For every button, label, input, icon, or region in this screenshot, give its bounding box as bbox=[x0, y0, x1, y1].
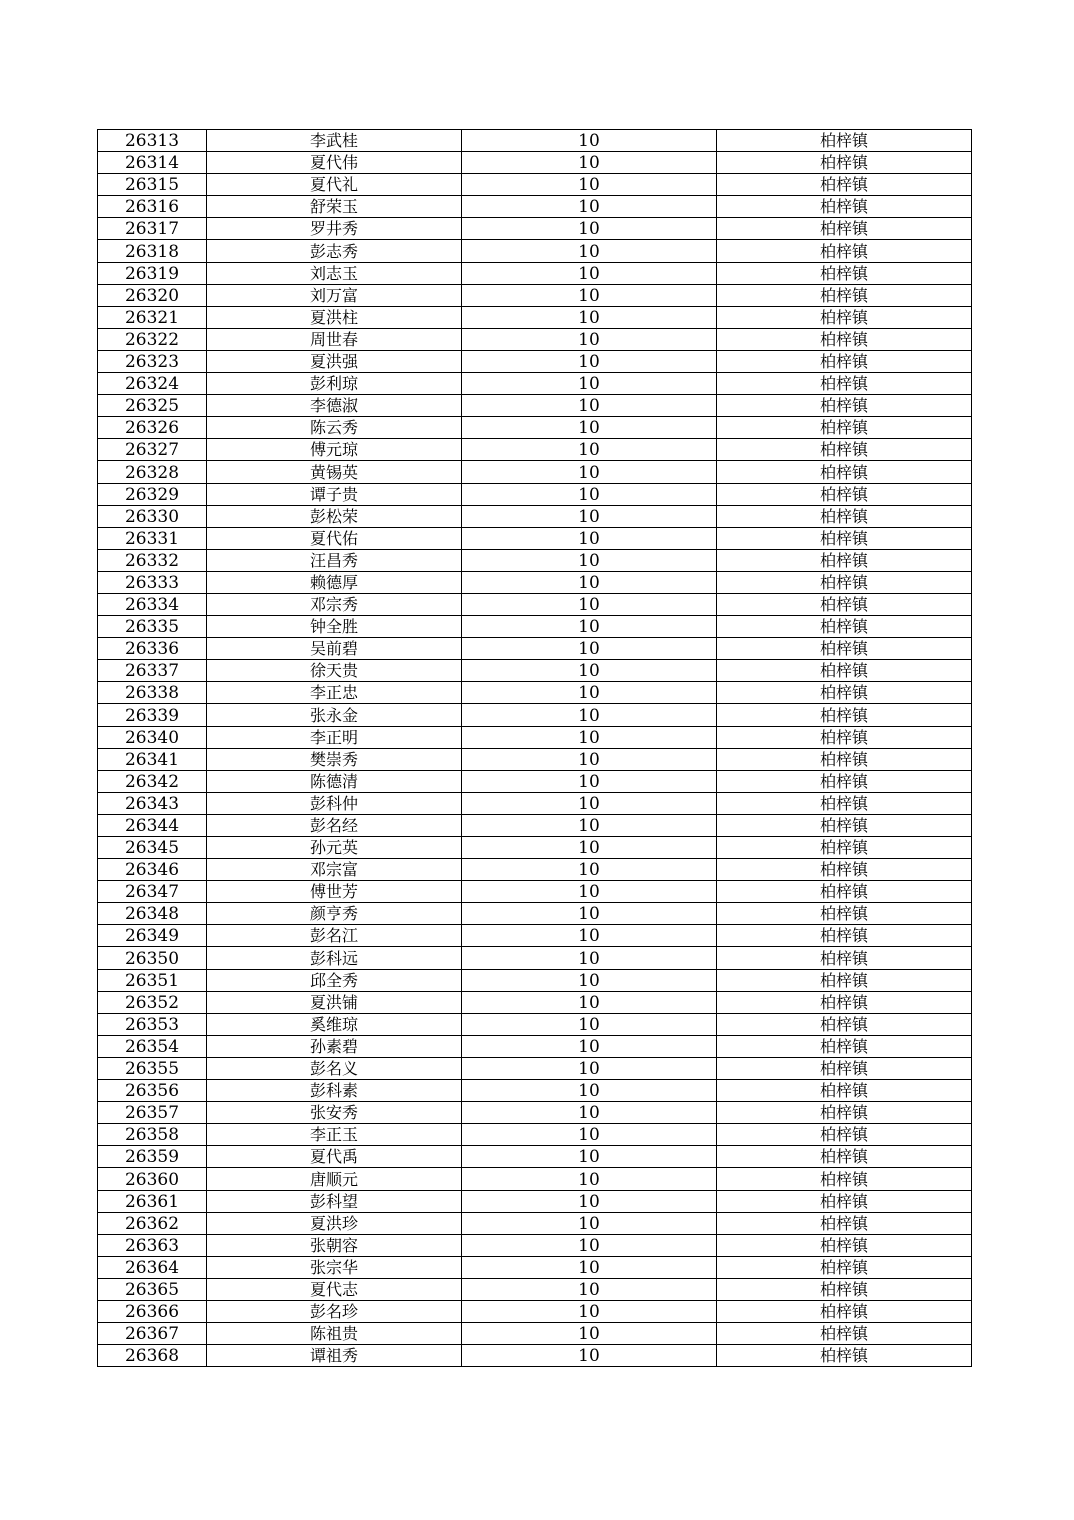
town-cell: 柏梓镇 bbox=[717, 306, 972, 328]
amount-cell: 10 bbox=[462, 1256, 717, 1278]
table-row bbox=[98, 925, 972, 947]
town-cell: 柏梓镇 bbox=[717, 947, 972, 969]
name-cell: 彭名义 bbox=[207, 1057, 462, 1079]
amount-cell: 10 bbox=[462, 1323, 717, 1345]
town-cell: 柏梓镇 bbox=[717, 196, 972, 218]
name-cell: 夏代礼 bbox=[207, 174, 462, 196]
amount-cell: 10 bbox=[462, 218, 717, 240]
table-row bbox=[98, 284, 972, 306]
table-row bbox=[98, 130, 972, 152]
row-number-cell: 26330 bbox=[98, 505, 207, 527]
row-number-cell: 26348 bbox=[98, 903, 207, 925]
table-row bbox=[98, 947, 972, 969]
name-cell: 陈德清 bbox=[207, 770, 462, 792]
table-row bbox=[98, 174, 972, 196]
amount-cell: 10 bbox=[462, 505, 717, 527]
name-cell: 陈云秀 bbox=[207, 417, 462, 439]
table-row bbox=[98, 682, 972, 704]
row-number-cell: 26358 bbox=[98, 1124, 207, 1146]
row-number-cell: 26353 bbox=[98, 1013, 207, 1035]
name-cell: 颜亨秀 bbox=[207, 903, 462, 925]
row-number-cell: 26320 bbox=[98, 284, 207, 306]
table-row bbox=[98, 881, 972, 903]
amount-cell: 10 bbox=[462, 1102, 717, 1124]
table-row bbox=[98, 461, 972, 483]
table-row bbox=[98, 262, 972, 284]
amount-cell: 10 bbox=[462, 1035, 717, 1057]
town-cell: 柏梓镇 bbox=[717, 991, 972, 1013]
table-row bbox=[98, 1013, 972, 1035]
town-cell: 柏梓镇 bbox=[717, 1212, 972, 1234]
amount-cell: 10 bbox=[462, 814, 717, 836]
amount-cell: 10 bbox=[462, 925, 717, 947]
amount-cell: 10 bbox=[462, 660, 717, 682]
row-number-cell: 26315 bbox=[98, 174, 207, 196]
row-number-cell: 26342 bbox=[98, 770, 207, 792]
row-number-cell: 26365 bbox=[98, 1278, 207, 1300]
amount-cell: 10 bbox=[462, 1234, 717, 1256]
name-cell: 彭科素 bbox=[207, 1080, 462, 1102]
name-cell: 傅世芳 bbox=[207, 881, 462, 903]
town-cell: 柏梓镇 bbox=[717, 1080, 972, 1102]
amount-cell: 10 bbox=[462, 881, 717, 903]
row-number-cell: 26349 bbox=[98, 925, 207, 947]
town-cell: 柏梓镇 bbox=[717, 152, 972, 174]
town-cell: 柏梓镇 bbox=[717, 350, 972, 372]
table-row bbox=[98, 1300, 972, 1322]
amount-cell: 10 bbox=[462, 991, 717, 1013]
name-cell: 彭名经 bbox=[207, 814, 462, 836]
town-cell: 柏梓镇 bbox=[717, 1300, 972, 1322]
amount-cell: 10 bbox=[462, 483, 717, 505]
row-number-cell: 26323 bbox=[98, 350, 207, 372]
amount-cell: 10 bbox=[462, 527, 717, 549]
row-number-cell: 26335 bbox=[98, 616, 207, 638]
town-cell: 柏梓镇 bbox=[717, 748, 972, 770]
name-cell: 赖德厚 bbox=[207, 571, 462, 593]
table-row bbox=[98, 616, 972, 638]
amount-cell: 10 bbox=[462, 152, 717, 174]
town-cell: 柏梓镇 bbox=[717, 417, 972, 439]
name-cell: 刘志玉 bbox=[207, 262, 462, 284]
row-number-cell: 26327 bbox=[98, 439, 207, 461]
town-cell: 柏梓镇 bbox=[717, 903, 972, 925]
name-cell: 奚维琼 bbox=[207, 1013, 462, 1035]
town-cell: 柏梓镇 bbox=[717, 593, 972, 615]
row-number-cell: 26332 bbox=[98, 549, 207, 571]
amount-cell: 10 bbox=[462, 726, 717, 748]
town-cell: 柏梓镇 bbox=[717, 461, 972, 483]
row-number-cell: 26364 bbox=[98, 1256, 207, 1278]
row-number-cell: 26322 bbox=[98, 328, 207, 350]
town-cell: 柏梓镇 bbox=[717, 373, 972, 395]
amount-cell: 10 bbox=[462, 571, 717, 593]
amount-cell: 10 bbox=[462, 682, 717, 704]
table-row bbox=[98, 483, 972, 505]
table-row bbox=[98, 593, 972, 615]
amount-cell: 10 bbox=[462, 792, 717, 814]
row-number-cell: 26321 bbox=[98, 306, 207, 328]
town-cell: 柏梓镇 bbox=[717, 925, 972, 947]
table-row bbox=[98, 1102, 972, 1124]
row-number-cell: 26355 bbox=[98, 1057, 207, 1079]
table-row bbox=[98, 505, 972, 527]
name-cell: 汪昌秀 bbox=[207, 549, 462, 571]
town-cell: 柏梓镇 bbox=[717, 704, 972, 726]
town-cell: 柏梓镇 bbox=[717, 814, 972, 836]
row-number-cell: 26346 bbox=[98, 859, 207, 881]
row-number-cell: 26367 bbox=[98, 1323, 207, 1345]
table-row bbox=[98, 991, 972, 1013]
table-body bbox=[98, 130, 972, 1367]
amount-cell: 10 bbox=[462, 395, 717, 417]
amount-cell: 10 bbox=[462, 748, 717, 770]
amount-cell: 10 bbox=[462, 1278, 717, 1300]
name-cell: 舒荣玉 bbox=[207, 196, 462, 218]
table-row bbox=[98, 1345, 972, 1367]
name-cell: 李德淑 bbox=[207, 395, 462, 417]
amount-cell: 10 bbox=[462, 196, 717, 218]
amount-cell: 10 bbox=[462, 1124, 717, 1146]
row-number-cell: 26356 bbox=[98, 1080, 207, 1102]
table-row bbox=[98, 1057, 972, 1079]
town-cell: 柏梓镇 bbox=[717, 881, 972, 903]
row-number-cell: 26316 bbox=[98, 196, 207, 218]
table-row bbox=[98, 350, 972, 372]
row-number-cell: 26350 bbox=[98, 947, 207, 969]
amount-cell: 10 bbox=[462, 1190, 717, 1212]
town-cell: 柏梓镇 bbox=[717, 726, 972, 748]
table-row bbox=[98, 726, 972, 748]
table-row bbox=[98, 1124, 972, 1146]
amount-cell: 10 bbox=[462, 859, 717, 881]
name-cell: 彭利琼 bbox=[207, 373, 462, 395]
name-cell: 谭祖秀 bbox=[207, 1345, 462, 1367]
name-cell: 钟全胜 bbox=[207, 616, 462, 638]
amount-cell: 10 bbox=[462, 130, 717, 152]
table-row bbox=[98, 152, 972, 174]
town-cell: 柏梓镇 bbox=[717, 859, 972, 881]
row-number-cell: 26336 bbox=[98, 638, 207, 660]
row-number-cell: 26333 bbox=[98, 571, 207, 593]
row-number-cell: 26326 bbox=[98, 417, 207, 439]
name-cell: 孙素碧 bbox=[207, 1035, 462, 1057]
name-cell: 彭松荣 bbox=[207, 505, 462, 527]
table-row bbox=[98, 417, 972, 439]
row-number-cell: 26331 bbox=[98, 527, 207, 549]
row-number-cell: 26361 bbox=[98, 1190, 207, 1212]
town-cell: 柏梓镇 bbox=[717, 1256, 972, 1278]
table-row bbox=[98, 1323, 972, 1345]
row-number-cell: 26352 bbox=[98, 991, 207, 1013]
table-row bbox=[98, 660, 972, 682]
row-number-cell: 26334 bbox=[98, 593, 207, 615]
table-row bbox=[98, 903, 972, 925]
table-row bbox=[98, 1212, 972, 1234]
data-table bbox=[97, 129, 972, 1367]
amount-cell: 10 bbox=[462, 1080, 717, 1102]
town-cell: 柏梓镇 bbox=[717, 1323, 972, 1345]
table-row bbox=[98, 1080, 972, 1102]
name-cell: 李武桂 bbox=[207, 130, 462, 152]
table-row bbox=[98, 373, 972, 395]
town-cell: 柏梓镇 bbox=[717, 240, 972, 262]
town-cell: 柏梓镇 bbox=[717, 527, 972, 549]
name-cell: 夏洪珍 bbox=[207, 1212, 462, 1234]
name-cell: 唐顺元 bbox=[207, 1168, 462, 1190]
town-cell: 柏梓镇 bbox=[717, 505, 972, 527]
name-cell: 夏代伟 bbox=[207, 152, 462, 174]
table-row bbox=[98, 1168, 972, 1190]
row-number-cell: 26329 bbox=[98, 483, 207, 505]
name-cell: 彭志秀 bbox=[207, 240, 462, 262]
name-cell: 刘万富 bbox=[207, 284, 462, 306]
table-row bbox=[98, 1234, 972, 1256]
row-number-cell: 26363 bbox=[98, 1234, 207, 1256]
name-cell: 张宗华 bbox=[207, 1256, 462, 1278]
town-cell: 柏梓镇 bbox=[717, 218, 972, 240]
name-cell: 樊崇秀 bbox=[207, 748, 462, 770]
table-row bbox=[98, 196, 972, 218]
table-row bbox=[98, 837, 972, 859]
town-cell: 柏梓镇 bbox=[717, 439, 972, 461]
row-number-cell: 26362 bbox=[98, 1212, 207, 1234]
name-cell: 彭科仲 bbox=[207, 792, 462, 814]
town-cell: 柏梓镇 bbox=[717, 130, 972, 152]
name-cell: 周世春 bbox=[207, 328, 462, 350]
row-number-cell: 26341 bbox=[98, 748, 207, 770]
amount-cell: 10 bbox=[462, 350, 717, 372]
amount-cell: 10 bbox=[462, 439, 717, 461]
table-row bbox=[98, 395, 972, 417]
town-cell: 柏梓镇 bbox=[717, 262, 972, 284]
amount-cell: 10 bbox=[462, 262, 717, 284]
row-number-cell: 26351 bbox=[98, 969, 207, 991]
name-cell: 黄锡英 bbox=[207, 461, 462, 483]
amount-cell: 10 bbox=[462, 638, 717, 660]
name-cell: 邓宗富 bbox=[207, 859, 462, 881]
row-number-cell: 26345 bbox=[98, 837, 207, 859]
town-cell: 柏梓镇 bbox=[717, 328, 972, 350]
name-cell: 张安秀 bbox=[207, 1102, 462, 1124]
town-cell: 柏梓镇 bbox=[717, 770, 972, 792]
table-row bbox=[98, 1278, 972, 1300]
amount-cell: 10 bbox=[462, 1345, 717, 1367]
amount-cell: 10 bbox=[462, 616, 717, 638]
row-number-cell: 26337 bbox=[98, 660, 207, 682]
town-cell: 柏梓镇 bbox=[717, 660, 972, 682]
table-row bbox=[98, 1190, 972, 1212]
table-row bbox=[98, 240, 972, 262]
row-number-cell: 26347 bbox=[98, 881, 207, 903]
table-row bbox=[98, 859, 972, 881]
table-row bbox=[98, 638, 972, 660]
town-cell: 柏梓镇 bbox=[717, 483, 972, 505]
amount-cell: 10 bbox=[462, 549, 717, 571]
town-cell: 柏梓镇 bbox=[717, 792, 972, 814]
amount-cell: 10 bbox=[462, 284, 717, 306]
town-cell: 柏梓镇 bbox=[717, 1168, 972, 1190]
amount-cell: 10 bbox=[462, 1013, 717, 1035]
row-number-cell: 26360 bbox=[98, 1168, 207, 1190]
row-number-cell: 26344 bbox=[98, 814, 207, 836]
amount-cell: 10 bbox=[462, 1146, 717, 1168]
amount-cell: 10 bbox=[462, 174, 717, 196]
table-row bbox=[98, 527, 972, 549]
row-number-cell: 26313 bbox=[98, 130, 207, 152]
table-row bbox=[98, 704, 972, 726]
name-cell: 李正忠 bbox=[207, 682, 462, 704]
row-number-cell: 26314 bbox=[98, 152, 207, 174]
town-cell: 柏梓镇 bbox=[717, 395, 972, 417]
table-row bbox=[98, 969, 972, 991]
name-cell: 彭科远 bbox=[207, 947, 462, 969]
row-number-cell: 26340 bbox=[98, 726, 207, 748]
town-cell: 柏梓镇 bbox=[717, 1013, 972, 1035]
amount-cell: 10 bbox=[462, 1168, 717, 1190]
name-cell: 夏代志 bbox=[207, 1278, 462, 1300]
row-number-cell: 26357 bbox=[98, 1102, 207, 1124]
name-cell: 徐天贵 bbox=[207, 660, 462, 682]
amount-cell: 10 bbox=[462, 837, 717, 859]
town-cell: 柏梓镇 bbox=[717, 1234, 972, 1256]
town-cell: 柏梓镇 bbox=[717, 1278, 972, 1300]
table-row bbox=[98, 792, 972, 814]
town-cell: 柏梓镇 bbox=[717, 638, 972, 660]
amount-cell: 10 bbox=[462, 328, 717, 350]
table-row bbox=[98, 748, 972, 770]
name-cell: 彭科望 bbox=[207, 1190, 462, 1212]
amount-cell: 10 bbox=[462, 240, 717, 262]
amount-cell: 10 bbox=[462, 373, 717, 395]
row-number-cell: 26366 bbox=[98, 1300, 207, 1322]
name-cell: 傅元琼 bbox=[207, 439, 462, 461]
table-row bbox=[98, 1256, 972, 1278]
name-cell: 李正玉 bbox=[207, 1124, 462, 1146]
table-row bbox=[98, 549, 972, 571]
amount-cell: 10 bbox=[462, 306, 717, 328]
row-number-cell: 26343 bbox=[98, 792, 207, 814]
row-number-cell: 26339 bbox=[98, 704, 207, 726]
town-cell: 柏梓镇 bbox=[717, 1345, 972, 1367]
amount-cell: 10 bbox=[462, 417, 717, 439]
name-cell: 张永金 bbox=[207, 704, 462, 726]
town-cell: 柏梓镇 bbox=[717, 549, 972, 571]
name-cell: 夏代禹 bbox=[207, 1146, 462, 1168]
amount-cell: 10 bbox=[462, 593, 717, 615]
row-number-cell: 26359 bbox=[98, 1146, 207, 1168]
town-cell: 柏梓镇 bbox=[717, 1035, 972, 1057]
amount-cell: 10 bbox=[462, 704, 717, 726]
name-cell: 夏洪柱 bbox=[207, 306, 462, 328]
name-cell: 谭子贵 bbox=[207, 483, 462, 505]
name-cell: 彭名江 bbox=[207, 925, 462, 947]
row-number-cell: 26338 bbox=[98, 682, 207, 704]
name-cell: 夏洪强 bbox=[207, 350, 462, 372]
name-cell: 孙元英 bbox=[207, 837, 462, 859]
town-cell: 柏梓镇 bbox=[717, 174, 972, 196]
table-row bbox=[98, 814, 972, 836]
name-cell: 陈祖贵 bbox=[207, 1323, 462, 1345]
name-cell: 彭名珍 bbox=[207, 1300, 462, 1322]
town-cell: 柏梓镇 bbox=[717, 682, 972, 704]
table-row bbox=[98, 218, 972, 240]
row-number-cell: 26368 bbox=[98, 1345, 207, 1367]
name-cell: 罗井秀 bbox=[207, 218, 462, 240]
table-row bbox=[98, 1035, 972, 1057]
row-number-cell: 26324 bbox=[98, 373, 207, 395]
amount-cell: 10 bbox=[462, 1212, 717, 1234]
town-cell: 柏梓镇 bbox=[717, 571, 972, 593]
table-row bbox=[98, 571, 972, 593]
name-cell: 张朝容 bbox=[207, 1234, 462, 1256]
amount-cell: 10 bbox=[462, 1300, 717, 1322]
amount-cell: 10 bbox=[462, 903, 717, 925]
amount-cell: 10 bbox=[462, 947, 717, 969]
table-row bbox=[98, 439, 972, 461]
town-cell: 柏梓镇 bbox=[717, 1124, 972, 1146]
amount-cell: 10 bbox=[462, 461, 717, 483]
table-row bbox=[98, 1146, 972, 1168]
amount-cell: 10 bbox=[462, 969, 717, 991]
table-row bbox=[98, 770, 972, 792]
amount-cell: 10 bbox=[462, 1057, 717, 1079]
name-cell: 吴前碧 bbox=[207, 638, 462, 660]
town-cell: 柏梓镇 bbox=[717, 969, 972, 991]
town-cell: 柏梓镇 bbox=[717, 837, 972, 859]
table-row bbox=[98, 306, 972, 328]
row-number-cell: 26354 bbox=[98, 1035, 207, 1057]
table-row bbox=[98, 328, 972, 350]
name-cell: 李正明 bbox=[207, 726, 462, 748]
amount-cell: 10 bbox=[462, 770, 717, 792]
town-cell: 柏梓镇 bbox=[717, 1146, 972, 1168]
town-cell: 柏梓镇 bbox=[717, 1057, 972, 1079]
town-cell: 柏梓镇 bbox=[717, 616, 972, 638]
row-number-cell: 26325 bbox=[98, 395, 207, 417]
town-cell: 柏梓镇 bbox=[717, 1102, 972, 1124]
name-cell: 夏代佑 bbox=[207, 527, 462, 549]
name-cell: 邱全秀 bbox=[207, 969, 462, 991]
town-cell: 柏梓镇 bbox=[717, 284, 972, 306]
name-cell: 邓宗秀 bbox=[207, 593, 462, 615]
row-number-cell: 26318 bbox=[98, 240, 207, 262]
row-number-cell: 26317 bbox=[98, 218, 207, 240]
row-number-cell: 26328 bbox=[98, 461, 207, 483]
name-cell: 夏洪铺 bbox=[207, 991, 462, 1013]
town-cell: 柏梓镇 bbox=[717, 1190, 972, 1212]
row-number-cell: 26319 bbox=[98, 262, 207, 284]
